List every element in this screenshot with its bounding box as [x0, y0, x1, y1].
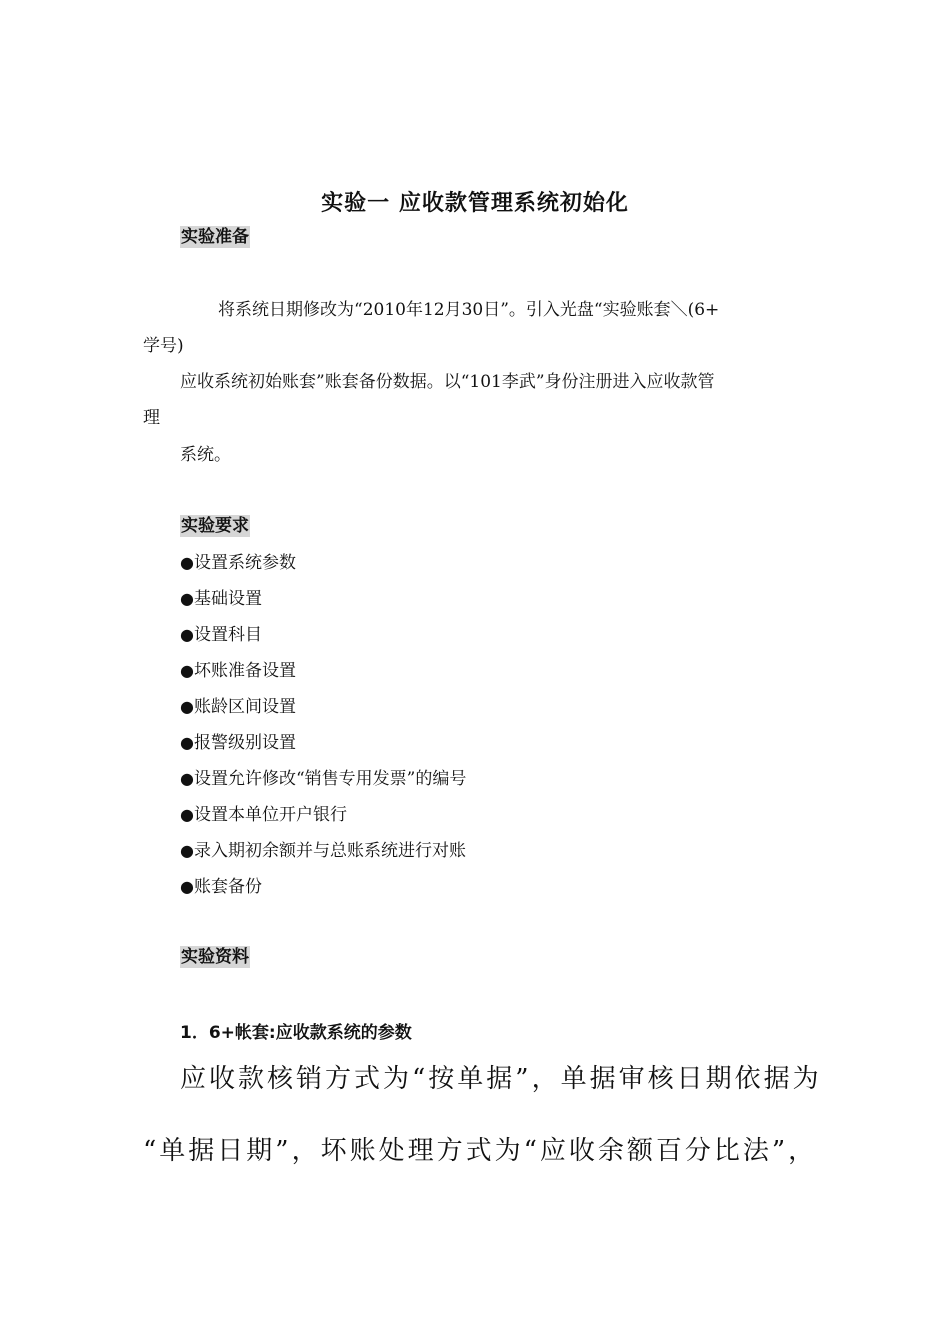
bullet-icon: ● — [180, 769, 194, 788]
bullet-icon: ● — [180, 841, 194, 860]
requirements-list — [180, 551, 466, 911]
prep-line-1: 将系统日期修改为“2010年12月30日”。引入光盘“实验账套＼(6+ — [218, 300, 720, 320]
list-item — [180, 731, 466, 767]
list-item-text: 坏账准备设置 — [193, 661, 296, 681]
prep-line-2: 学号) — [143, 336, 184, 356]
prep-line-4: 理 — [143, 408, 160, 428]
list-item-text: 设置科目 — [193, 625, 262, 645]
list-item — [180, 623, 466, 659]
section-heading-materials: 实验资料 — [181, 947, 249, 967]
materials-line-1: 应收款核销方式为“按单据”，单据审核日期依据为 — [180, 1064, 822, 1094]
section-heading-prep: 实验准备 — [181, 227, 249, 247]
bullet-icon: ● — [180, 661, 194, 680]
list-item — [180, 659, 466, 695]
list-item-text: 账套备份 — [193, 877, 262, 897]
list-item-text: 基础设置 — [193, 589, 262, 609]
bullet-icon: ● — [180, 805, 194, 824]
list-item-text: 账龄区间设置 — [193, 697, 296, 717]
bullet-icon: ● — [180, 553, 194, 572]
prep-line-5: 系统。 — [180, 445, 231, 465]
list-item — [180, 551, 466, 587]
prep-line-3: 应收系统初始账套”账套备份数据。以“101李武”身份注册进入应收款管 — [180, 372, 715, 392]
list-item — [180, 875, 466, 911]
list-item — [180, 767, 466, 803]
list-item-text: 设置系统参数 — [193, 553, 296, 573]
bullet-icon: ● — [180, 589, 194, 608]
page-title: 实验一 应收款管理系统初始化 — [321, 191, 629, 216]
list-item — [180, 587, 466, 623]
materials-line-2: “单据日期”，坏账处理方式为“应收余额百分比法”， — [143, 1136, 818, 1166]
list-item — [180, 695, 466, 731]
list-item-text: 报警级别设置 — [193, 733, 296, 753]
list-item-text: 设置允许修改“销售专用发票”的编号 — [193, 769, 467, 789]
list-item-text: 设置本单位开户银行 — [193, 805, 347, 825]
materials-sub-heading: 1．6+帐套:应收款系统的参数 — [180, 1023, 412, 1043]
bullet-icon: ● — [180, 877, 194, 896]
bullet-icon: ● — [180, 697, 194, 716]
list-item-text: 录入期初余额并与总账系统进行对账 — [193, 841, 466, 861]
bullet-icon: ● — [180, 625, 194, 644]
bullet-icon: ● — [180, 733, 194, 752]
list-item — [180, 839, 466, 875]
section-heading-requirements: 实验要求 — [181, 516, 249, 536]
list-item — [180, 803, 466, 839]
